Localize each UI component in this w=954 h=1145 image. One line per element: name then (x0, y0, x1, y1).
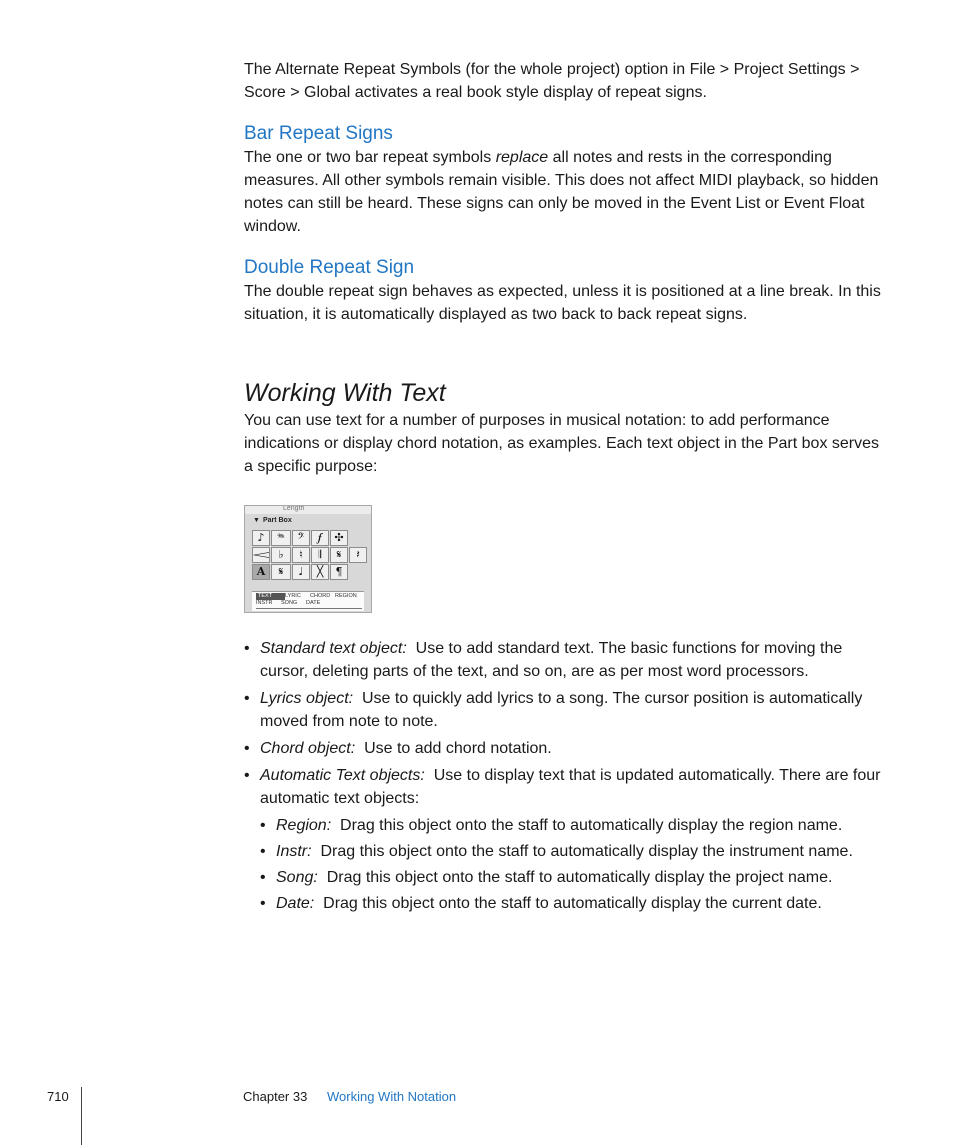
bullet-icon: • (244, 690, 250, 707)
dynamics-icon[interactable]: 𝆑 (311, 530, 329, 546)
lyric-item[interactable]: LYRIC (285, 593, 301, 599)
automatic-text-sub-bullets (260, 814, 884, 915)
bullet-term: Standard text object: (260, 640, 407, 657)
pilcrow-icon[interactable]: ¶ (330, 564, 348, 580)
part-box-title-label: Part Box (262, 517, 292, 524)
chord-item[interactable]: CHORD (310, 593, 331, 599)
list-item (244, 737, 884, 760)
disclosure-triangle-icon[interactable]: ▼ (253, 517, 260, 524)
working-with-text-heading: Working With Text (244, 379, 446, 407)
bullet-icon: • (260, 843, 266, 860)
bullet-term: Automatic Text objects: (260, 767, 425, 784)
bullet-desc: Drag this object onto the staff to automatically display the instrument name. (320, 843, 853, 860)
bar-repeat-text-1: The one or two bar repeat symbols (244, 149, 496, 166)
double-repeat-paragraph (244, 280, 884, 326)
bullet-desc: Drag this object onto the staff to automatically display the region name. (340, 817, 843, 834)
barline-icon[interactable]: 𝄂 (311, 547, 329, 563)
instr-item[interactable]: INSTR (256, 600, 273, 606)
bullet-desc: Use to quickly add lyrics to a song. The cursor position is automatically moved from note to note. (260, 690, 863, 730)
bullet-icon: • (244, 740, 250, 757)
region-item[interactable]: REGION (335, 593, 357, 599)
note-group-icon[interactable]: ♪ (252, 530, 270, 546)
intro-paragraph (244, 58, 884, 104)
repeat-sign-icon[interactable]: 𝄋 (271, 564, 291, 580)
bullet-desc: Use to add standard text. The basic functions for moving the cursor, deleting parts of the text, and so on, are as per most word processors. (260, 640, 843, 680)
bar-repeat-emphasis: replace (495, 149, 549, 166)
bullet-term: Instr: (276, 843, 312, 860)
bullet-term: Chord object: (260, 740, 356, 757)
bar-repeat-paragraph (244, 146, 884, 238)
tempo-icon[interactable]: ♩ (292, 564, 310, 580)
bullet-term: Lyrics object: (260, 690, 354, 707)
natural-icon[interactable]: ♮ (292, 547, 310, 563)
list-item (260, 866, 884, 889)
bar-repeat-text-2: all notes and rests in the corresponding measures. All other symbols remain visible. This does not affect MIDI playback, so hidden notes can still be heard. These signs can only be moved in the Event List or Event Float window. (244, 149, 879, 235)
part-box-top-strip (245, 506, 371, 514)
rest-icon[interactable]: 𝄽 (349, 547, 367, 563)
list-item (244, 764, 884, 915)
text-object-list (252, 591, 364, 611)
date-item[interactable]: DATE (306, 600, 321, 606)
part-box-figure (244, 505, 372, 613)
double-repeat-text: The double repeat sign behaves as expected, unless it is positioned at a line break. In this situation, it is automatically displayed as two back to back repeat signs. (244, 283, 881, 323)
working-text-paragraph (244, 409, 884, 478)
text-item[interactable]: TEXT (256, 593, 285, 600)
list-item (260, 840, 884, 863)
bullet-desc: Drag this object onto the staff to automatically display the current date. (323, 895, 822, 912)
bullet-term: Song: (276, 869, 318, 886)
clef-icon[interactable]: 𝄢 (292, 530, 310, 546)
chapter-title-link[interactable]: Working With Notation (327, 1089, 457, 1104)
bar-repeat-heading: Bar Repeat Signs (244, 123, 393, 144)
bullet-icon: • (260, 869, 266, 886)
length-label: Length (283, 505, 305, 512)
bullet-desc: Drag this object onto the staff to automatically display the project name. (326, 869, 833, 886)
crescendo-icon[interactable]: 𝆒 (253, 548, 270, 561)
page-number: 710 (47, 1089, 69, 1104)
text-list-row-1 (256, 593, 357, 600)
bullet-icon: • (260, 895, 266, 912)
bullet-icon: • (260, 817, 266, 834)
double-repeat-heading: Double Repeat Sign (244, 257, 415, 278)
list-item (244, 687, 884, 733)
list-divider (256, 608, 362, 609)
pedal-icon[interactable]: 𝆮 (271, 530, 291, 546)
bullet-icon: • (244, 640, 250, 657)
list-item (260, 892, 884, 915)
song-item[interactable]: SONG (281, 600, 298, 606)
footer-divider (81, 1087, 82, 1145)
text-object-icon[interactable]: A (252, 564, 270, 580)
bullet-term: Date: (276, 895, 315, 912)
part-box-title[interactable] (253, 516, 292, 526)
list-item (260, 814, 884, 837)
bullet-desc: Use to display text that is updated automatically. There are four automatic text objects: (260, 767, 881, 807)
bullet-icon: • (244, 767, 250, 784)
text-object-bullets (244, 637, 884, 919)
chapter-label: Chapter 33 (243, 1089, 308, 1104)
ornament-icon[interactable]: ✣ (330, 530, 348, 546)
cross-icon[interactable]: ╳ (311, 564, 329, 580)
working-text-body: You can use text for a number of purposes in musical notation: to add performance indications or display chord notation, as examples. Each text object in the Part box serves a specific purpose: (244, 412, 880, 475)
intro-text: The Alternate Repeat Symbols (for the whole project) option in File > Project Settings > Score > Global activates a real book style display of repeat signs. (244, 61, 860, 101)
segno-icon[interactable]: 𝄋 (330, 547, 348, 563)
bullet-term: Region: (276, 817, 332, 834)
bullet-desc: Use to add chord notation. (364, 740, 552, 757)
list-item (244, 637, 884, 683)
accidental-icon[interactable]: ♭ (271, 547, 291, 563)
text-list-row-2 (256, 600, 320, 607)
